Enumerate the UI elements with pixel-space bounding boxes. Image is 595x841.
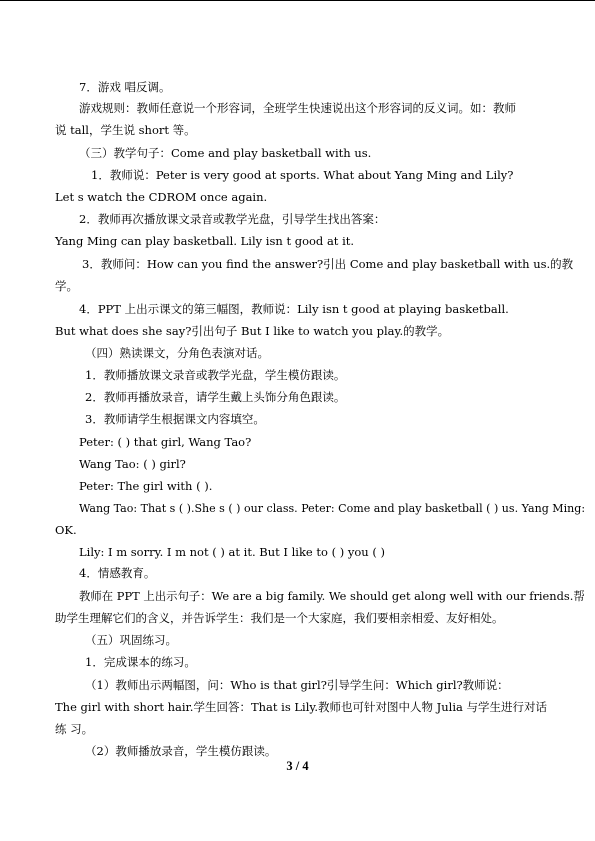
text-line: 2．教师再次播放课文录音或教学光盘，引导学生找出答案： xyxy=(79,212,386,226)
text-line: 练 习。 xyxy=(55,722,94,736)
text-line: 4．情感教育。 xyxy=(79,566,156,580)
text-line: 4．PPT 上出示课文的第三幅图，教师说：Lily isn t good at playing basketball. xyxy=(79,302,509,316)
text-line: But what does she say?引出句子 But I like to watch you play.的教学。 xyxy=(55,324,450,338)
text-line: 学。 xyxy=(55,279,78,293)
text-line: 说 tall，学生说 short 等。 xyxy=(55,123,196,137)
text-line: 1．完成课本的练习。 xyxy=(85,655,196,669)
text-line: 3．教师请学生根据课文内容填空。 xyxy=(85,412,265,426)
text-line: 游戏规则：教师任意说一个形容词，全班学生快速说出这个形容词的反义词。如：教师 xyxy=(79,101,516,115)
text-line: Peter: ( ) that girl, Wang Tao? xyxy=(79,435,252,449)
text-line: 1．教师播放课文录音或教学光盘，学生模仿跟读。 xyxy=(85,368,346,382)
text-line: OK. xyxy=(55,523,77,537)
text-line: （1）教师出示两幅图，问：Who is that girl?引导学生问：Which girl?教师说： xyxy=(85,678,509,692)
text-line: 1．教师说：Peter is very good at sports. What about Yang Ming and Lily? xyxy=(91,168,514,182)
text-line: （三）教学句子：Come and play basketball with us. xyxy=(79,146,372,160)
text-line: Yang Ming can play basketball. Lily isn t good at it. xyxy=(55,234,355,248)
text-line: 3．教师问：How can you find the answer?引出 Come and play basketball with us.的教 xyxy=(82,257,574,271)
text-line: 2．教师再播放录音，请学生戴上头饰分角色跟读。 xyxy=(85,390,346,404)
text-line: （五）巩固练习。 xyxy=(85,633,177,647)
text-line: Wang Tao: ( ) girl? xyxy=(79,457,186,471)
text-line: Peter: The girl with ( ). xyxy=(79,479,213,493)
text-line: Wang Tao: That s ( ).She s ( ) our class. Peter: Come and play basketball ( ) us. Yang Ming: xyxy=(79,501,586,515)
top-rule xyxy=(0,0,595,1)
text-line: （2）教师播放录音，学生模仿跟读。 xyxy=(85,744,277,758)
text-line: Lily: I m sorry. I m not ( ) at it. But I like to ( ) you ( ) xyxy=(79,545,385,559)
text-line: （四）熟读课文，分角色表演对话。 xyxy=(85,346,269,360)
page-number: 3 / 4 xyxy=(286,759,309,773)
text-line: 7．游戏 唱反调。 xyxy=(79,80,171,94)
text-line: 助学生理解它们的含义，并告诉学生：我们是一个大家庭，我们要相亲相爱、友好相处。 xyxy=(55,611,504,625)
text-line: The girl with short hair.学生回答：That is Lily.教师也可针对图中人物 Julia 与学生进行对话 xyxy=(55,700,548,714)
text-line: Let s watch the CDROM once again. xyxy=(55,190,268,204)
text-line: 教师在 PPT 上出示句子：We are a big family. We should get along well with our friends.帮 xyxy=(79,589,585,603)
